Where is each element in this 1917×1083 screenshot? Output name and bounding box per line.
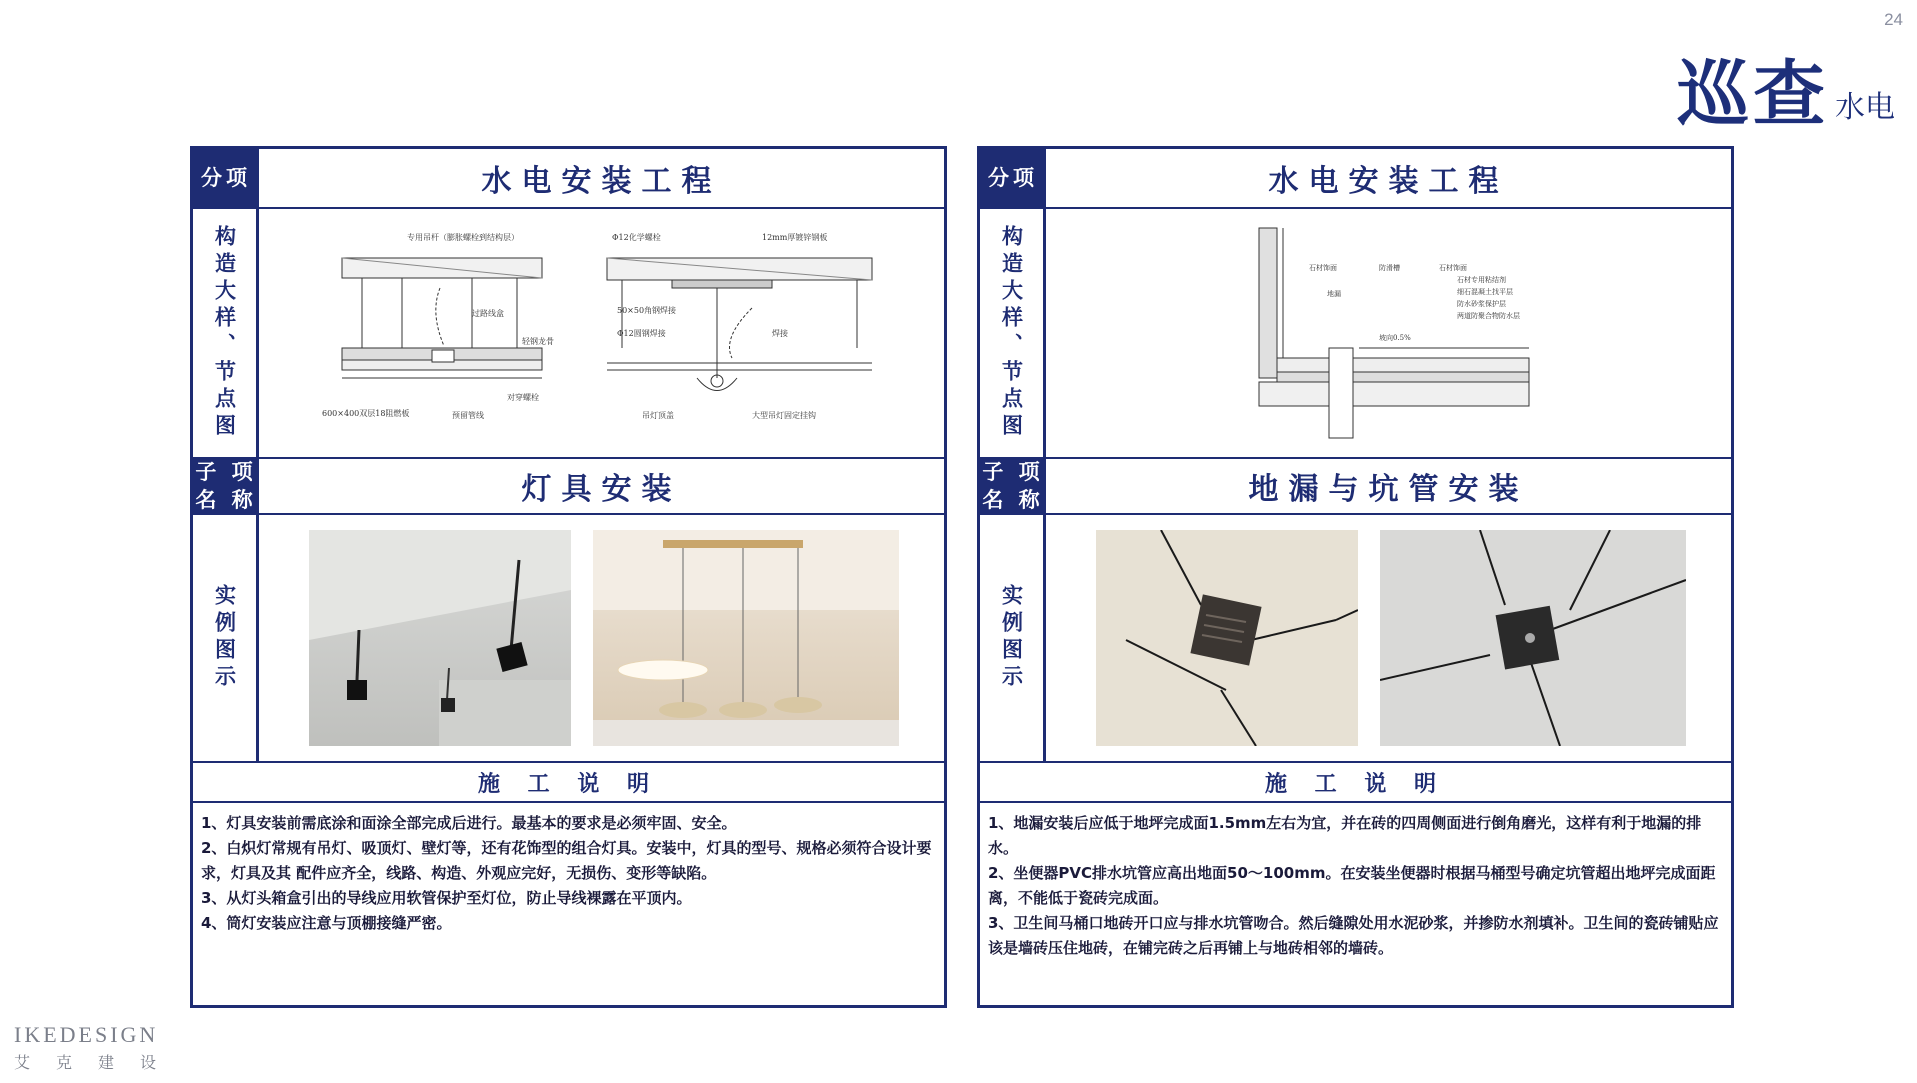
sub-item-title: 灯具安装 (521, 472, 682, 507)
sub-item-row (980, 459, 1731, 515)
note-item: 1、地漏安装后应低于地坪完成面1.5mm左右为宜，并在砖的四周侧面进行倒角磨光，这样有利于地漏的排水。 (988, 814, 1702, 857)
note-item: 3、从灯头箱盒引出的导线应用软管保护至灯位，防止导线裸露在平顶内。 (201, 889, 692, 907)
svg-text:两道防聚合物防水层: 两道防聚合物防水层 (1456, 312, 1520, 320)
panel-title: 水电安装工程 (481, 164, 722, 199)
note-item: 4、筒灯安装应注意与顶棚接缝严密。 (201, 914, 452, 932)
notes-title: 施 工 说 明 (1265, 771, 1446, 797)
svg-text:焊接: 焊接 (771, 329, 788, 338)
floor-drain-photo-2 (1380, 530, 1686, 746)
pendant-lights-photo (593, 530, 899, 746)
svg-text:细石混凝土找平层: 细石混凝土找平层 (1456, 288, 1513, 296)
sub-name-label: 子 项 名 称 (193, 459, 259, 513)
svg-text:防水砂浆保护层: 防水砂浆保护层 (1456, 300, 1506, 308)
left-panel (190, 146, 947, 1008)
logo-chinese: 艾克建设 (14, 1053, 183, 1072)
floor-drain-photo-1 (1096, 530, 1358, 746)
example-label: 实例图示 (193, 515, 259, 761)
section-brand (1676, 51, 1895, 136)
detail-drawing-row (193, 209, 944, 459)
detail-drawing-row (980, 209, 1731, 459)
brand-main-title: 巡查 (1676, 51, 1829, 136)
svg-text:防滑槽: 防滑槽 (1378, 264, 1400, 272)
svg-text:大型吊灯固定挂钩: 大型吊灯固定挂钩 (751, 411, 816, 420)
ceiling-light-detail-drawing (259, 209, 944, 457)
svg-text:对穿螺栓: 对穿螺栓 (506, 393, 539, 402)
category-row (980, 149, 1731, 209)
note-item: 3、卫生间马桶口地砖开口应与排水坑管吻合。然后缝隙处用水泥砂浆，并掺防水剂填补。卫生间的瓷砖铺贴应该是墙砖压住地砖，在铺完砖之后再铺上与地砖相邻的墙砖。 (988, 914, 1719, 957)
logo-english: IKEDESIGN (14, 1022, 159, 1047)
panel-title: 水电安装工程 (1268, 164, 1509, 199)
svg-text:600×400双层18阻燃板: 600×400双层18阻燃板 (321, 409, 409, 418)
svg-text:预留管线: 预留管线 (451, 411, 484, 420)
svg-text:Φ12圆钢焊接: Φ12圆钢焊接 (616, 329, 666, 338)
svg-text:石材饰面: 石材饰面 (1438, 264, 1467, 272)
sub-item-title: 地漏与坑管安装 (1248, 472, 1529, 507)
example-photo-row (980, 515, 1731, 763)
category-label: 分项 (980, 149, 1046, 207)
notes-title: 施 工 说 明 (478, 771, 659, 797)
right-panel (977, 146, 1734, 1008)
note-item: 2、坐便器PVC排水坑管应高出地面50～100mm。在安装坐便器时根据马桶型号确定坑管超出地坪完成面距离，不能低于瓷砖完成面。 (988, 864, 1716, 907)
floor-drain-detail-drawing (1046, 209, 1731, 457)
company-logo (14, 1022, 182, 1073)
example-photo-row (193, 515, 944, 763)
svg-text:50×50角钢焊接: 50×50角钢焊接 (616, 306, 676, 315)
svg-text:吊灯顶盖: 吊灯顶盖 (641, 411, 674, 420)
svg-text:专用吊杆（膨胀螺栓到结构层）: 专用吊杆（膨胀螺栓到结构层） (406, 233, 519, 242)
detail-label: 构造大样、节点图 (193, 209, 259, 457)
floor-drawing-labels (1309, 263, 1520, 342)
construction-notes (988, 811, 1723, 961)
svg-text:12mm厚镀锌钢板: 12mm厚镀锌钢板 (761, 233, 827, 242)
detail-label: 构造大样、节点图 (980, 209, 1046, 457)
svg-text:地漏: 地漏 (1326, 290, 1341, 298)
page-number: 24 (1884, 10, 1903, 29)
sub-item-row (193, 459, 944, 515)
svg-text:石材饰面: 石材饰面 (1308, 264, 1337, 272)
category-label: 分项 (193, 149, 259, 207)
category-row (193, 149, 944, 209)
svg-text:Φ12化学螺栓: Φ12化学螺栓 (611, 233, 661, 242)
svg-text:石材专用粘结剂: 石材专用粘结剂 (1456, 276, 1506, 284)
sub-name-label: 子 项 名 称 (980, 459, 1046, 513)
construction-notes (201, 811, 936, 936)
brand-sub-title: 水电 (1835, 90, 1895, 125)
svg-text:过路线盒: 过路线盒 (471, 309, 504, 318)
ceiling-wiring-photo (309, 530, 571, 746)
svg-text:坡向0.5%: 坡向0.5% (1378, 334, 1411, 342)
note-item: 1、灯具安装前需底涂和面涂全部完成后进行。最基本的要求是必须牢固、安全。 (201, 814, 737, 832)
svg-text:轻钢龙骨: 轻钢龙骨 (521, 337, 554, 346)
notes-title-row (193, 763, 944, 803)
note-item: 2、白炽灯常规有吊灯、吸顶灯、壁灯等，还有花饰型的组合灯具。安装中，灯具的型号、规格必须符合设计要求，灯具及其 配件应齐全，线路、构造、外观应完好，无损伤、变形等缺陷。 (201, 839, 932, 882)
example-label: 实例图示 (980, 515, 1046, 761)
notes-title-row (980, 763, 1731, 803)
